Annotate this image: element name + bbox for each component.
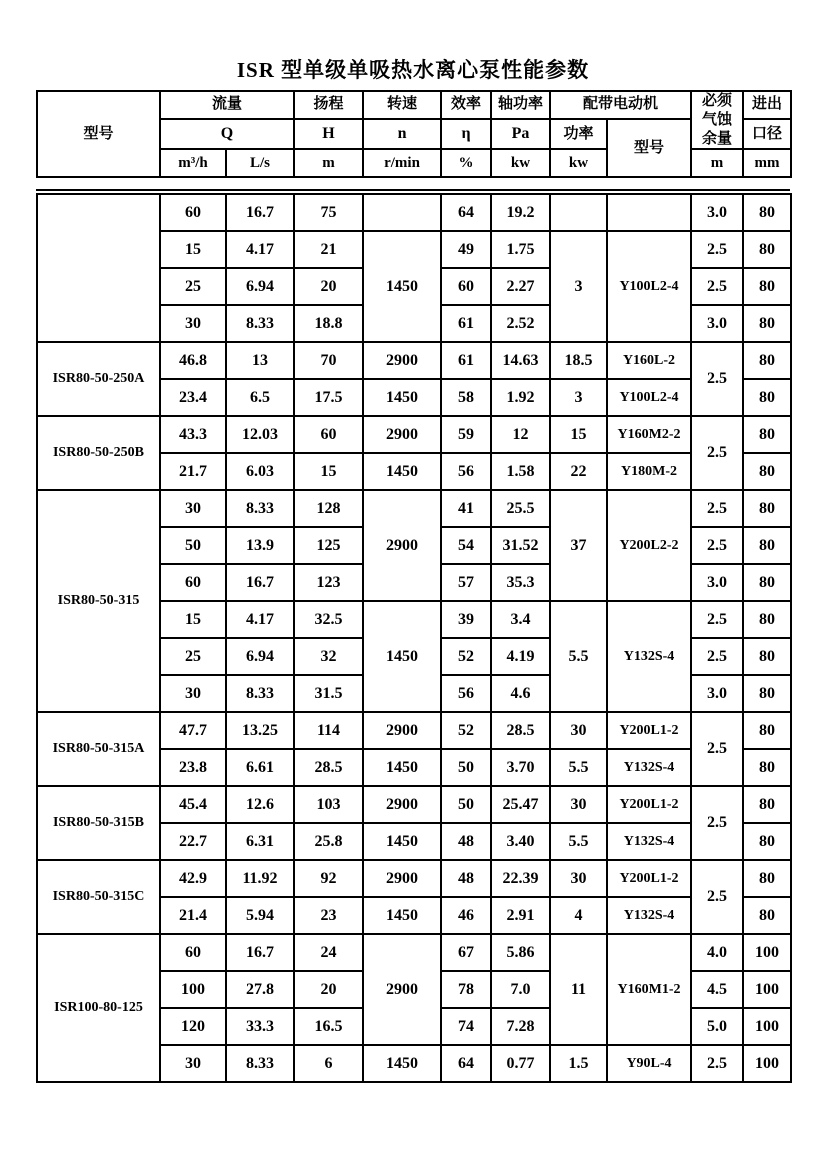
unit-diameter-mm: mm (743, 149, 791, 177)
col-header-npsh: 必须气蚀余量 (691, 91, 743, 149)
cell-motor: Y200L2-2 (607, 490, 691, 601)
cell-q2: 4.17 (226, 231, 294, 268)
cell-n: 2900 (363, 786, 441, 823)
cell-h: 28.5 (294, 749, 363, 786)
cell-npsh: 2.5 (691, 1045, 743, 1082)
cell-motor: Y100L2-4 (607, 231, 691, 342)
header-table (36, 90, 792, 178)
table-row (37, 342, 791, 379)
cell-h: 6 (294, 1045, 363, 1082)
cell-eta: 60 (441, 268, 491, 305)
pump-model-cell: ISR80-50-315C (37, 860, 160, 934)
cell-n: 1450 (363, 453, 441, 490)
cell-h: 21 (294, 231, 363, 268)
cell-q2: 6.94 (226, 268, 294, 305)
cell-motor: Y132S-4 (607, 823, 691, 860)
cell-motor: Y200L1-2 (607, 712, 691, 749)
cell-q2: 8.33 (226, 1045, 294, 1082)
cell-dn: 80 (743, 749, 791, 786)
cell-q2: 33.3 (226, 1008, 294, 1045)
cell-pa: 7.0 (491, 971, 550, 1008)
cell-h: 25.8 (294, 823, 363, 860)
cell-dn: 80 (743, 712, 791, 749)
unit-npsh-m: m (691, 149, 743, 177)
cell-pa: 1.75 (491, 231, 550, 268)
cell-n: 2900 (363, 712, 441, 749)
cell-q2: 8.33 (226, 675, 294, 712)
cell-dn: 80 (743, 823, 791, 860)
cell-q1: 50 (160, 527, 226, 564)
cell-eta: 50 (441, 786, 491, 823)
cell-q2: 13 (226, 342, 294, 379)
cell-h: 125 (294, 527, 363, 564)
cell-h: 15 (294, 453, 363, 490)
cell-pa: 35.3 (491, 564, 550, 601)
cell-q1: 45.4 (160, 786, 226, 823)
cell-pa: 3.40 (491, 823, 550, 860)
table-row (37, 416, 791, 453)
cell-dn: 80 (743, 379, 791, 416)
cell-npsh: 3.0 (691, 305, 743, 342)
cell-pa: 19.2 (491, 194, 550, 231)
col-header-motor-model: 型号 (607, 119, 691, 177)
cell-q1: 30 (160, 490, 226, 527)
cell-dn: 80 (743, 786, 791, 823)
cell-motor: Y132S-4 (607, 897, 691, 934)
cell-power: 3 (550, 379, 607, 416)
cell-q1: 25 (160, 638, 226, 675)
cell-n: 1450 (363, 601, 441, 712)
col-header-motor-power: 功率 (550, 119, 607, 149)
cell-n: 2900 (363, 490, 441, 601)
cell-eta: 64 (441, 1045, 491, 1082)
cell-npsh: 4.5 (691, 971, 743, 1008)
cell-npsh: 2.5 (691, 231, 743, 268)
cell-eta: 52 (441, 712, 491, 749)
cell-eta: 48 (441, 860, 491, 897)
cell-q2: 6.5 (226, 379, 294, 416)
cell-q2: 8.33 (226, 305, 294, 342)
cell-motor: Y200L1-2 (607, 786, 691, 823)
cell-eta: 46 (441, 897, 491, 934)
cell-q2: 6.31 (226, 823, 294, 860)
cell-power: 11 (550, 934, 607, 1045)
col-header-motor: 配带电动机 (550, 91, 691, 119)
cell-q2: 4.17 (226, 601, 294, 638)
cell-q2: 6.03 (226, 453, 294, 490)
unit-motor-power-kw: kw (550, 149, 607, 177)
cell-power: 15 (550, 416, 607, 453)
col-header-flow: 流量 (160, 91, 294, 119)
cell-h: 20 (294, 971, 363, 1008)
symbol-speed-n: n (363, 119, 441, 149)
cell-dn: 80 (743, 490, 791, 527)
cell-pa: 12 (491, 416, 550, 453)
pump-model-cell: ISR80-50-315A (37, 712, 160, 786)
cell-q1: 21.7 (160, 453, 226, 490)
cell-h: 70 (294, 342, 363, 379)
cell-pa: 3.4 (491, 601, 550, 638)
cell-dn: 80 (743, 897, 791, 934)
cell-npsh: 2.5 (691, 638, 743, 675)
cell-n: 1450 (363, 379, 441, 416)
cell-power: 4 (550, 897, 607, 934)
cell-dn: 80 (743, 675, 791, 712)
cell-pa: 5.86 (491, 934, 550, 971)
cell-npsh: 2.5 (691, 601, 743, 638)
col-header-speed: 转速 (363, 91, 441, 119)
cell-q1: 23.8 (160, 749, 226, 786)
cell-n: 2900 (363, 934, 441, 1045)
cell-q1: 47.7 (160, 712, 226, 749)
cell-pa: 25.47 (491, 786, 550, 823)
cell-motor (607, 194, 691, 231)
cell-q1: 42.9 (160, 860, 226, 897)
cell-eta: 39 (441, 601, 491, 638)
cell-q2: 16.7 (226, 934, 294, 971)
cell-q2: 16.7 (226, 194, 294, 231)
cell-h: 18.8 (294, 305, 363, 342)
cell-eta: 67 (441, 934, 491, 971)
cell-pa: 25.5 (491, 490, 550, 527)
cell-pa: 28.5 (491, 712, 550, 749)
cell-npsh: 5.0 (691, 1008, 743, 1045)
cell-n (363, 194, 441, 231)
cell-n: 2900 (363, 342, 441, 379)
pump-model-cell: ISR100-80-125 (37, 934, 160, 1082)
cell-eta: 78 (441, 971, 491, 1008)
cell-motor: Y180M-2 (607, 453, 691, 490)
cell-eta: 74 (441, 1008, 491, 1045)
cell-motor: Y132S-4 (607, 749, 691, 786)
cell-motor: Y100L2-4 (607, 379, 691, 416)
cell-q1: 21.4 (160, 897, 226, 934)
cell-q1: 60 (160, 194, 226, 231)
cell-q2: 6.61 (226, 749, 294, 786)
cell-pa: 7.28 (491, 1008, 550, 1045)
cell-motor: Y160M1-2 (607, 934, 691, 1045)
cell-dn: 80 (743, 564, 791, 601)
table-row (37, 490, 791, 527)
symbol-head-h: H (294, 119, 363, 149)
table-row (37, 860, 791, 897)
unit-shaft-power-kw: kw (491, 149, 550, 177)
cell-dn: 100 (743, 971, 791, 1008)
cell-pa: 4.19 (491, 638, 550, 675)
cell-q1: 60 (160, 564, 226, 601)
cell-npsh: 3.0 (691, 194, 743, 231)
cell-eta: 61 (441, 342, 491, 379)
cell-motor: Y160M2-2 (607, 416, 691, 453)
cell-power: 30 (550, 786, 607, 823)
pump-model-cell: ISR80-50-315B (37, 786, 160, 860)
cell-npsh: 4.0 (691, 934, 743, 971)
cell-dn: 100 (743, 1045, 791, 1082)
cell-q1: 30 (160, 675, 226, 712)
cell-q1: 60 (160, 934, 226, 971)
cell-motor: Y160L-2 (607, 342, 691, 379)
cell-eta: 56 (441, 453, 491, 490)
cell-n: 1450 (363, 231, 441, 342)
unit-flow-ls: L/s (226, 149, 294, 177)
cell-dn: 80 (743, 860, 791, 897)
cell-eta: 59 (441, 416, 491, 453)
cell-eta: 49 (441, 231, 491, 268)
cell-dn: 80 (743, 305, 791, 342)
cell-motor: Y132S-4 (607, 601, 691, 712)
cell-power: 30 (550, 860, 607, 897)
cell-n: 1450 (363, 897, 441, 934)
cell-q1: 15 (160, 231, 226, 268)
cell-npsh: 2.5 (691, 860, 743, 934)
col-header-inout: 进出 (743, 91, 791, 119)
cell-pa: 4.6 (491, 675, 550, 712)
cell-q1: 30 (160, 305, 226, 342)
pump-model-cell: ISR80-50-250A (37, 342, 160, 416)
cell-q1: 30 (160, 1045, 226, 1082)
cell-motor: Y200L1-2 (607, 860, 691, 897)
cell-n: 2900 (363, 416, 441, 453)
cell-npsh: 2.5 (691, 342, 743, 416)
table-row (37, 934, 791, 971)
table-row (37, 194, 791, 231)
col-header-shaft-power: 轴功率 (491, 91, 550, 119)
cell-h: 23 (294, 897, 363, 934)
cell-h: 114 (294, 712, 363, 749)
cell-motor: Y90L-4 (607, 1045, 691, 1082)
cell-power: 1.5 (550, 1045, 607, 1082)
cell-q1: 15 (160, 601, 226, 638)
cell-pa: 14.63 (491, 342, 550, 379)
pump-model-cell: ISR80-50-250B (37, 416, 160, 490)
cell-eta: 58 (441, 379, 491, 416)
cell-dn: 80 (743, 527, 791, 564)
symbol-efficiency-eta: η (441, 119, 491, 149)
cell-eta: 50 (441, 749, 491, 786)
cell-dn: 80 (743, 453, 791, 490)
cell-h: 20 (294, 268, 363, 305)
cell-n: 1450 (363, 749, 441, 786)
cell-power: 5.5 (550, 749, 607, 786)
pump-model-cell (37, 194, 160, 342)
cell-q1: 120 (160, 1008, 226, 1045)
cell-power: 18.5 (550, 342, 607, 379)
table-row (37, 786, 791, 823)
unit-head-m: m (294, 149, 363, 177)
cell-eta: 52 (441, 638, 491, 675)
cell-h: 92 (294, 860, 363, 897)
cell-q2: 16.7 (226, 564, 294, 601)
cell-pa: 2.52 (491, 305, 550, 342)
unit-speed-rmin: r/min (363, 149, 441, 177)
cell-dn: 80 (743, 416, 791, 453)
cell-h: 32 (294, 638, 363, 675)
cell-h: 17.5 (294, 379, 363, 416)
cell-pa: 31.52 (491, 527, 550, 564)
cell-dn: 80 (743, 268, 791, 305)
cell-q1: 25 (160, 268, 226, 305)
cell-dn: 80 (743, 638, 791, 675)
cell-h: 31.5 (294, 675, 363, 712)
cell-h: 123 (294, 564, 363, 601)
cell-dn: 80 (743, 342, 791, 379)
cell-q2: 5.94 (226, 897, 294, 934)
cell-h: 32.5 (294, 601, 363, 638)
cell-q2: 13.9 (226, 527, 294, 564)
table-body (37, 194, 791, 1082)
cell-power: 5.5 (550, 601, 607, 712)
cell-npsh: 2.5 (691, 786, 743, 860)
cell-eta: 61 (441, 305, 491, 342)
cell-eta: 48 (441, 823, 491, 860)
cell-q2: 27.8 (226, 971, 294, 1008)
cell-npsh: 3.0 (691, 675, 743, 712)
cell-h: 60 (294, 416, 363, 453)
cell-pa: 22.39 (491, 860, 550, 897)
cell-q1: 100 (160, 971, 226, 1008)
cell-pa: 0.77 (491, 1045, 550, 1082)
cell-npsh: 2.5 (691, 490, 743, 527)
cell-h: 16.5 (294, 1008, 363, 1045)
cell-eta: 64 (441, 194, 491, 231)
cell-npsh: 2.5 (691, 268, 743, 305)
cell-pa: 1.58 (491, 453, 550, 490)
cell-n: 2900 (363, 860, 441, 897)
col-header-head: 扬程 (294, 91, 363, 119)
cell-pa: 2.27 (491, 268, 550, 305)
cell-dn: 80 (743, 601, 791, 638)
unit-efficiency-pct: % (441, 149, 491, 177)
cell-dn: 80 (743, 194, 791, 231)
cell-power: 22 (550, 453, 607, 490)
cell-eta: 54 (441, 527, 491, 564)
cell-npsh: 3.0 (691, 564, 743, 601)
cell-n: 1450 (363, 823, 441, 860)
table-row (37, 712, 791, 749)
cell-npsh: 2.5 (691, 712, 743, 786)
cell-eta: 57 (441, 564, 491, 601)
cell-h: 75 (294, 194, 363, 231)
cell-h: 24 (294, 934, 363, 971)
cell-q2: 13.25 (226, 712, 294, 749)
cell-pa: 1.92 (491, 379, 550, 416)
cell-q2: 12.03 (226, 416, 294, 453)
cell-q2: 6.94 (226, 638, 294, 675)
cell-power: 3 (550, 231, 607, 342)
cell-npsh: 2.5 (691, 416, 743, 490)
cell-h: 103 (294, 786, 363, 823)
cell-n: 1450 (363, 1045, 441, 1082)
cell-dn: 100 (743, 934, 791, 971)
cell-q1: 43.3 (160, 416, 226, 453)
cell-eta: 56 (441, 675, 491, 712)
header-row-1 (37, 91, 791, 119)
cell-power: 37 (550, 490, 607, 601)
col-header-efficiency: 效率 (441, 91, 491, 119)
cell-pa: 3.70 (491, 749, 550, 786)
cell-q1: 46.8 (160, 342, 226, 379)
cell-q1: 22.7 (160, 823, 226, 860)
unit-flow-m3h: m³/h (160, 149, 226, 177)
cell-q2: 11.92 (226, 860, 294, 897)
cell-h: 128 (294, 490, 363, 527)
cell-eta: 41 (441, 490, 491, 527)
page-title: ISR 型单级单吸热水离心泵性能参数 (236, 58, 590, 82)
cell-power: 5.5 (550, 823, 607, 860)
data-table (36, 193, 792, 1083)
symbol-shaft-power-pa: Pa (491, 119, 550, 149)
cell-npsh: 2.5 (691, 527, 743, 564)
cell-power (550, 194, 607, 231)
cell-q1: 23.4 (160, 379, 226, 416)
col-header-model: 型号 (37, 91, 160, 177)
cell-dn: 100 (743, 1008, 791, 1045)
cell-q2: 12.6 (226, 786, 294, 823)
pump-model-cell: ISR80-50-315 (37, 490, 160, 712)
col-header-diameter: 口径 (743, 119, 791, 149)
cell-dn: 80 (743, 231, 791, 268)
symbol-flow-q: Q (160, 119, 294, 149)
cell-q2: 8.33 (226, 490, 294, 527)
cell-pa: 2.91 (491, 897, 550, 934)
cell-power: 30 (550, 712, 607, 749)
